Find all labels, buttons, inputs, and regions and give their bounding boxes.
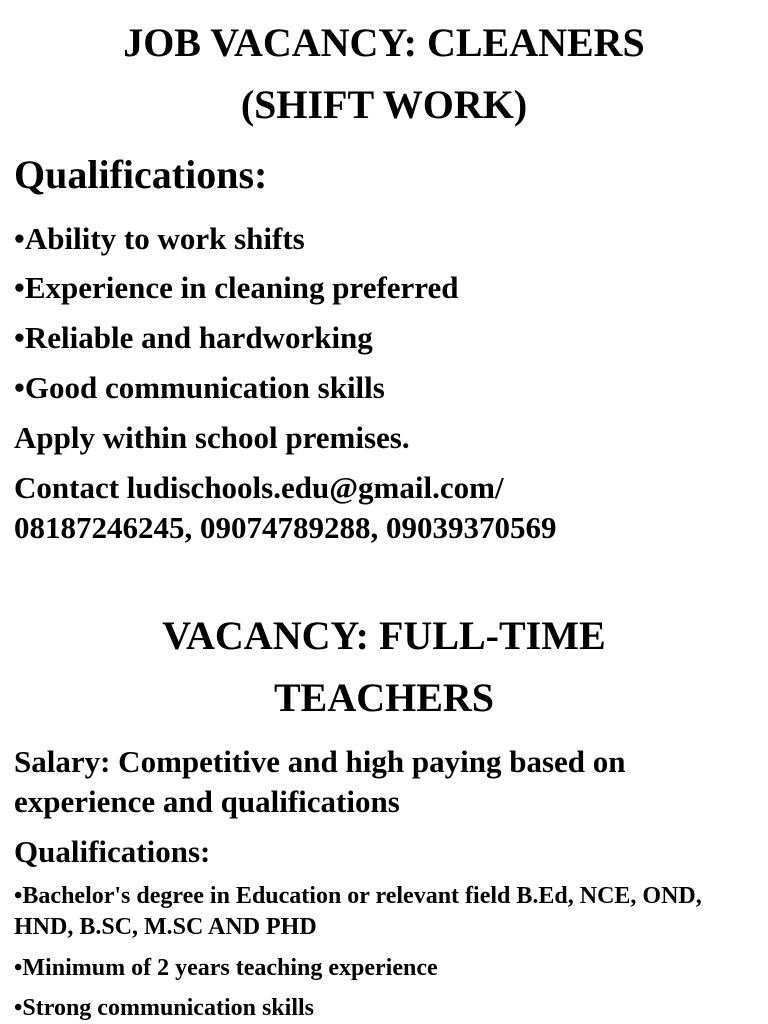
cleaners-qualification-item: •Ability to work shifts: [14, 221, 305, 256]
teachers-title-line1: VACANCY: FULL-TIME: [162, 613, 606, 658]
cleaners-title: [0, 12, 768, 136]
cleaners-qualifications-heading: Qualifications:: [14, 152, 268, 197]
teachers-qualification-item: •Strong communication skills: [14, 995, 314, 1021]
teachers-title-line2: TEACHERS: [273, 675, 495, 720]
cleaners-contact-phones: 08187246245, 09074789288, 09039370569: [14, 510, 557, 545]
cleaners-qualification-item: •Good communication skills: [14, 370, 385, 405]
cleaners-qualification-item: •Reliable and hardworking: [14, 320, 373, 355]
cleaners-contact-email: Contact ludischools.edu@gmail.com/: [14, 470, 504, 505]
teachers-salary-text: Salary: Competitive and high paying based on experience and qualifications: [14, 744, 626, 819]
cleaners-title-line2: (SHIFT WORK): [240, 82, 528, 127]
teachers-qualification-item: •Minimum of 2 years teaching experience: [14, 955, 438, 981]
cleaners-qualification-item: •Experience in cleaning preferred: [14, 270, 459, 305]
teachers-title: [0, 605, 768, 729]
teachers-qualifications-heading: Qualifications:: [14, 834, 211, 869]
cleaners-apply-text: Apply within school premises.: [14, 420, 410, 455]
teachers-qualification-item: •Bachelor's degree in Education or relevant field B.Ed, NCE, OND, HND, B.SC, M.SC AND PHD: [14, 883, 702, 940]
cleaners-title-line1: JOB VACANCY: CLEANERS: [123, 20, 645, 65]
